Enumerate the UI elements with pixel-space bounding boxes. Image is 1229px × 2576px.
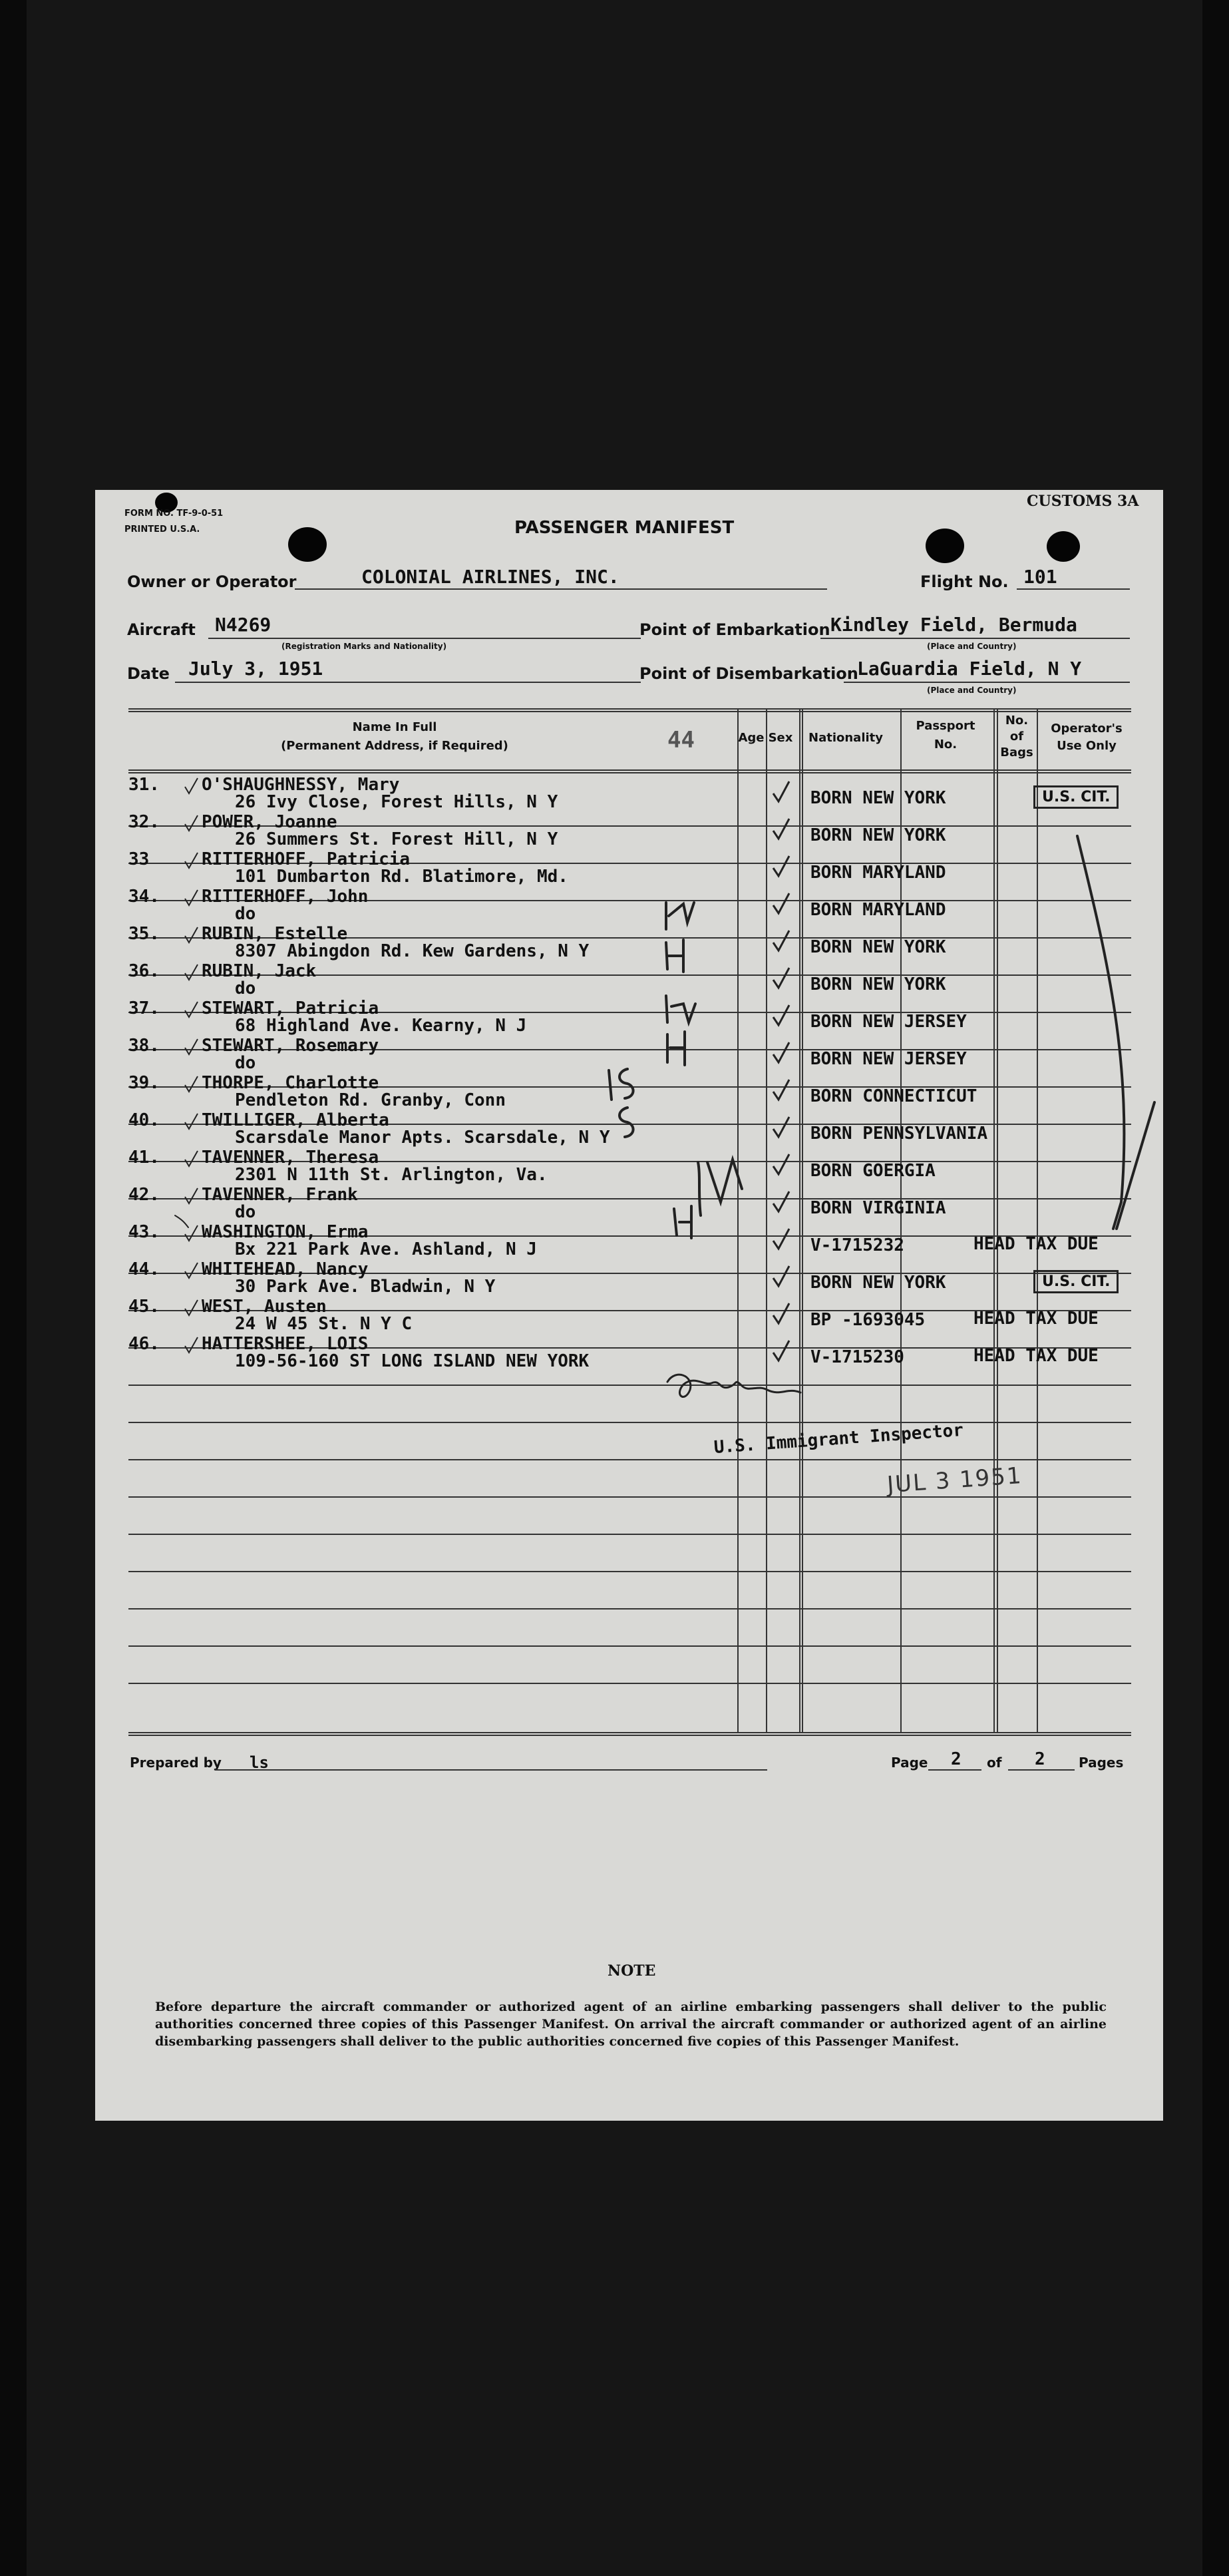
row-number: 41.: [128, 1148, 160, 1168]
passenger-nationality: BORN NEW YORK: [810, 1273, 946, 1293]
row-number: 38.: [128, 1036, 160, 1056]
passenger-address: 101 Dumbarton Rd. Blatimore, Md.: [235, 867, 568, 887]
passenger-name: RUBIN, Estelle: [202, 924, 348, 944]
passenger-name: POWER, Joanne: [202, 812, 337, 832]
row-number: 31.: [128, 775, 160, 795]
disembarkation-value: LaGuardia Field, N Y: [857, 658, 1082, 680]
passenger-nationality: BORN NEW YORK: [810, 937, 946, 957]
aircraft-value: N4269: [215, 614, 271, 636]
col-bags-header-3: Bags: [1000, 746, 1033, 759]
prepared-by-label: Prepared by: [130, 1755, 222, 1771]
passenger-nationality: BORN MARYLAND: [810, 863, 946, 883]
row-number: 46.: [128, 1334, 160, 1354]
flight-label: Flight No.: [920, 572, 1009, 591]
operator-note: HEAD TAX DUE: [973, 1346, 1099, 1366]
passenger-nationality: BORN PENNSYLVANIA: [810, 1124, 988, 1144]
row-number: 39.: [128, 1073, 160, 1093]
col-passport-subheader: No.: [934, 738, 958, 751]
row-number: 44.: [128, 1259, 160, 1279]
passenger-name: O'SHAUGHNESSY, Mary: [202, 775, 400, 795]
date-label: Date: [127, 664, 170, 683]
passenger-count: 44: [667, 727, 695, 753]
page-title: PASSENGER MANIFEST: [514, 518, 735, 538]
passenger-nationality: BORN VIRGINIA: [810, 1198, 946, 1218]
form-number: FORM NO. TF-9-0-51: [124, 509, 224, 519]
pages-total: 2: [1035, 1749, 1045, 1769]
passenger-nationality: BORN CONNECTICUT: [810, 1086, 977, 1106]
handwritten-marks: [95, 490, 1163, 2121]
passenger-nationality: BORN NEW JERSEY: [810, 1012, 967, 1032]
date-value: July 3, 1951: [188, 658, 323, 680]
citizen-stamp: U.S. CIT.: [1033, 1270, 1119, 1293]
row-number: 40.: [128, 1110, 160, 1130]
customs-form-label: CUSTOMS 3A: [1027, 493, 1139, 510]
row-number: 36.: [128, 961, 160, 981]
passenger-name: TWILLIGER, Alberta: [202, 1110, 389, 1130]
col-bags-header-2: of: [1009, 730, 1024, 744]
row-number: 45.: [128, 1297, 160, 1317]
passenger-address: 26 Summers St. Forest Hill, N Y: [235, 829, 558, 849]
passenger-address: do: [235, 904, 256, 924]
embarkation-sublabel: (Place and Country): [927, 642, 1017, 651]
passenger-name: STEWART, Rosemary: [202, 1036, 379, 1056]
row-number: 35.: [128, 924, 160, 944]
passenger-address: 68 Highland Ave. Kearny, N J: [235, 1016, 527, 1036]
passenger-nationality: BORN GOERGIA: [810, 1161, 936, 1181]
passenger-nationality: BORN NEW YORK: [810, 825, 946, 845]
col-nationality-header: Nationality: [808, 731, 883, 745]
passenger-nationality: BORN NEW YORK: [810, 974, 946, 994]
col-bags-header: No.: [1005, 714, 1029, 728]
col-sex-header: Sex: [768, 731, 793, 745]
row-number: 37.: [128, 998, 160, 1018]
passenger-name: RITTERHOFF, John: [202, 887, 369, 907]
operator-note: HEAD TAX DUE: [973, 1234, 1099, 1254]
row-number: 43.: [128, 1222, 160, 1242]
col-name-header: Name In Full: [352, 720, 437, 734]
owner-value: COLONIAL AIRLINES, INC.: [361, 566, 619, 588]
passenger-name: THORPE, Charlotte: [202, 1073, 379, 1093]
passenger-address: do: [235, 1202, 256, 1222]
aircraft-sublabel: (Registration Marks and Nationality): [281, 642, 447, 651]
note-text: Before departure the aircraft commander or authorized agent of an airline embarking passengers shall deliver to the public authorities concerned three copies of this Passenger Manifest. On arrival the aircraft commander or authorized agent of an airline disembarking passengers shall deliver to the public authorities concerned five copies of this Passenger Manifest.: [155, 2000, 1107, 2049]
passenger-address: 8307 Abingdon Rd. Kew Gardens, N Y: [235, 941, 590, 961]
passenger-name: HATTERSHEE, LOIS: [202, 1334, 369, 1354]
of-label: of: [987, 1755, 1002, 1771]
passenger-nationality: BORN NEW JERSEY: [810, 1049, 967, 1069]
row-number: 33: [128, 849, 150, 869]
col-operator-subheader: Use Only: [1057, 739, 1117, 753]
passenger-nationality: BORN NEW YORK: [810, 788, 946, 808]
disembarkation-label: Point of Disembarkation: [639, 664, 858, 683]
embarkation-label: Point of Embarkation: [639, 620, 830, 639]
citizen-stamp: U.S. CIT.: [1033, 785, 1119, 809]
col-operator-header: Operator's: [1051, 722, 1123, 736]
prepared-by-value: ls: [250, 1753, 269, 1772]
passenger-address: Pendleton Rd. Granby, Conn: [235, 1090, 506, 1110]
col-name-subheader: (Permanent Address, if Required): [281, 739, 508, 753]
passenger-name: STEWART, Patricia: [202, 998, 379, 1018]
note-title: NOTE: [608, 1962, 656, 1980]
manifest-sheet: [95, 490, 1163, 2121]
passenger-address: 109-56-160 ST LONG ISLAND NEW YORK: [235, 1351, 590, 1371]
passenger-address: 2301 N 11th St. Arlington, Va.: [235, 1165, 548, 1185]
row-number: 32.: [128, 812, 160, 832]
passenger-address: do: [235, 978, 256, 998]
passenger-name: WHITEHEAD, Nancy: [202, 1259, 369, 1279]
row-number: 42.: [128, 1185, 160, 1205]
pages-label: Pages: [1079, 1755, 1124, 1771]
passenger-nationality: BP -1693045: [810, 1310, 926, 1330]
page-label: Page: [891, 1755, 928, 1771]
flight-value: 101: [1023, 566, 1057, 588]
passenger-address: Scarsdale Manor Apts. Scarsdale, N Y: [235, 1128, 610, 1148]
passenger-name: RITTERHOFF, Patricia: [202, 849, 411, 869]
inspector-date-stamp: JUL 3 1951: [886, 1462, 1023, 1499]
passenger-nationality: BORN MARYLAND: [810, 900, 946, 920]
passenger-address: Bx 221 Park Ave. Ashland, N J: [235, 1239, 537, 1259]
passenger-address: 24 W 45 St. N Y C: [235, 1314, 413, 1334]
passenger-name: WEST, Austen: [202, 1297, 327, 1317]
row-number: 34.: [128, 887, 160, 907]
passenger-address: do: [235, 1053, 256, 1073]
col-age-header: Age: [738, 731, 765, 745]
passenger-address: 26 Ivy Close, Forest Hills, N Y: [235, 792, 558, 812]
disembarkation-sublabel: (Place and Country): [927, 686, 1017, 695]
aircraft-label: Aircraft: [127, 620, 196, 639]
printed-label: PRINTED U.S.A.: [124, 525, 200, 535]
embarkation-value: Kindley Field, Bermuda: [830, 614, 1077, 636]
passenger-name: RUBIN, Jack: [202, 961, 317, 981]
passenger-name: TAVENNER, Theresa: [202, 1148, 379, 1168]
page-number: 2: [951, 1749, 962, 1769]
operator-note: HEAD TAX DUE: [973, 1309, 1099, 1329]
passenger-name: TAVENNER, Frank: [202, 1185, 358, 1205]
owner-label: Owner or Operator: [127, 572, 297, 591]
inspector-stamp: U.S. Immigrant Inspector: [713, 1420, 964, 1458]
passenger-name: WASHINGTON, Erma: [202, 1222, 369, 1242]
col-passport-header: Passport: [916, 719, 975, 733]
passenger-nationality: V-1715230: [810, 1347, 904, 1367]
passenger-nationality: V-1715232: [810, 1235, 904, 1255]
passenger-address: 30 Park Ave. Bladwin, N Y: [235, 1277, 496, 1297]
